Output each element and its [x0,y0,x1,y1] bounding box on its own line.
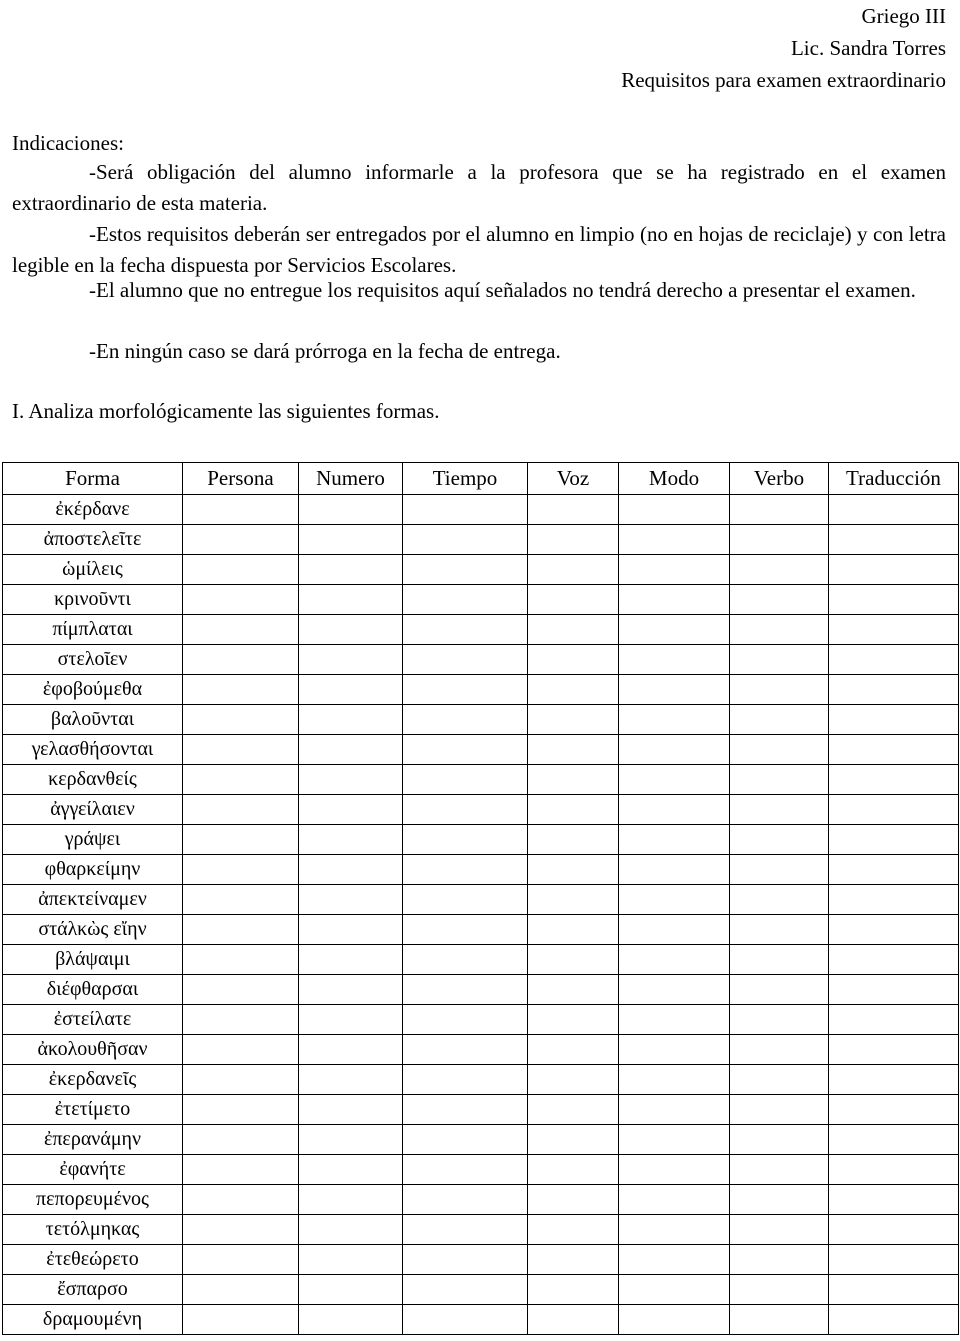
answer-cell[interactable] [403,1155,528,1185]
answer-cell[interactable] [730,1005,829,1035]
answer-cell[interactable] [829,1155,959,1185]
answer-cell[interactable] [528,1065,619,1095]
answer-cell[interactable] [183,855,299,885]
answer-cell[interactable] [403,1305,528,1335]
answer-cell[interactable] [829,675,959,705]
answer-cell[interactable] [619,1185,730,1215]
answer-cell[interactable] [403,1125,528,1155]
answer-cell[interactable] [528,1125,619,1155]
table-row [3,885,959,915]
answer-cell[interactable] [528,795,619,825]
answer-cell[interactable] [299,975,403,1005]
answer-cell[interactable] [619,855,730,885]
answer-cell[interactable] [619,825,730,855]
answer-cell[interactable] [528,615,619,645]
answer-cell[interactable] [528,1215,619,1245]
answer-cell[interactable] [730,615,829,645]
greek-form-cell: στελοῖεν [3,645,183,675]
answer-cell[interactable] [730,915,829,945]
answer-cell[interactable] [829,795,959,825]
course-name: Griego III [861,4,946,28]
greek-form-cell: ἐκέρδανε [3,495,183,525]
teacher-name: Lic. Sandra Torres [790,36,946,60]
table-row [3,1185,959,1215]
table-row [3,765,959,795]
greek-form-cell: κερδανθείς [3,765,183,795]
answer-cell[interactable] [619,915,730,945]
answer-cell[interactable] [829,825,959,855]
morphology-table [2,462,959,1335]
answer-cell[interactable] [403,765,528,795]
answer-cell[interactable] [730,1245,829,1275]
greek-form-cell: ἔσπαρσο [3,1275,183,1305]
answer-cell[interactable] [299,705,403,735]
answer-cell[interactable] [528,705,619,735]
answer-cell[interactable] [403,1005,528,1035]
answer-cell[interactable] [299,1305,403,1335]
answer-cell[interactable] [183,825,299,855]
answer-cell[interactable] [299,825,403,855]
answer-cell[interactable] [183,1245,299,1275]
answer-cell[interactable] [403,735,528,765]
answer-cell[interactable] [528,945,619,975]
answer-cell[interactable] [299,765,403,795]
answer-cell[interactable] [528,585,619,615]
answer-cell[interactable] [829,1035,959,1065]
greek-form-cell: ἀπεκτείναμεν [3,885,183,915]
answer-cell[interactable] [829,1275,959,1305]
answer-cell[interactable] [619,735,730,765]
answer-cell[interactable] [829,1005,959,1035]
answer-cell[interactable] [528,855,619,885]
answer-cell[interactable] [619,1095,730,1125]
answer-cell[interactable] [730,735,829,765]
table-row [3,945,959,975]
answer-cell[interactable] [730,1155,829,1185]
answer-cell[interactable] [528,915,619,945]
greek-form-cell: ἐτετίμετο [3,1095,183,1125]
table-row [3,1215,959,1245]
answer-cell[interactable] [730,495,829,525]
answer-cell[interactable] [619,765,730,795]
answer-cell[interactable] [403,825,528,855]
answer-cell[interactable] [183,675,299,705]
answer-cell[interactable] [183,945,299,975]
answer-cell[interactable] [403,555,528,585]
answer-cell[interactable] [299,1095,403,1125]
answer-cell[interactable] [619,615,730,645]
answer-cell[interactable] [299,555,403,585]
answer-cell[interactable] [403,1065,528,1095]
table-row [3,1275,959,1305]
answer-cell[interactable] [183,1095,299,1125]
answer-cell[interactable] [183,615,299,645]
answer-cell[interactable] [730,1125,829,1155]
answer-cell[interactable] [730,1215,829,1245]
greek-form-cell: διέφθαρσαι [3,975,183,1005]
answer-cell[interactable] [528,1005,619,1035]
answer-cell[interactable] [183,915,299,945]
table-row [3,1305,959,1335]
column-header: Tiempo [403,463,528,495]
answer-cell[interactable] [183,1305,299,1335]
answer-cell[interactable] [528,1035,619,1065]
answer-cell[interactable] [829,525,959,555]
answer-cell[interactable] [528,645,619,675]
answer-cell[interactable] [619,525,730,555]
greek-form-cell: ἐπερανάμην [3,1125,183,1155]
column-header: Numero [299,463,403,495]
table-row [3,525,959,555]
answer-cell[interactable] [299,585,403,615]
table-header-row [3,463,959,495]
answer-cell[interactable] [403,675,528,705]
answer-cell[interactable] [528,825,619,855]
document-subject: Requisitos para examen extraordinario [621,68,946,92]
answer-cell[interactable] [829,555,959,585]
answer-cell[interactable] [619,1005,730,1035]
indication-item: -El alumno que no entregue los requisitos aquí señalados no tendrá derecho a presentar el examen. [89,278,916,302]
greek-form-cell: ἐφανήτε [3,1155,183,1185]
answer-cell[interactable] [183,1005,299,1035]
answer-cell[interactable] [730,1035,829,1065]
answer-cell[interactable] [619,705,730,735]
indications-label: Indicaciones: [12,131,124,155]
greek-form-cell: βαλοῦνται [3,705,183,735]
answer-cell[interactable] [403,585,528,615]
answer-cell[interactable] [183,1065,299,1095]
answer-cell[interactable] [299,645,403,675]
answer-cell[interactable] [730,975,829,1005]
greek-form-cell: ἐτεθεώρετο [3,1245,183,1275]
answer-cell[interactable] [403,615,528,645]
table-row [3,585,959,615]
answer-cell[interactable] [299,1155,403,1185]
answer-cell[interactable] [403,885,528,915]
table-row [3,1155,959,1185]
answer-cell[interactable] [183,795,299,825]
answer-cell[interactable] [730,855,829,885]
column-header: Verbo [730,463,829,495]
column-header: Voz [528,463,619,495]
greek-form-cell: βλάψαιμι [3,945,183,975]
answer-cell[interactable] [299,885,403,915]
answer-cell[interactable] [528,555,619,585]
answer-cell[interactable] [183,585,299,615]
answer-cell[interactable] [299,1245,403,1275]
answer-cell[interactable] [829,1125,959,1155]
greek-form-cell: γελασθήσονται [3,735,183,765]
document-header [621,0,946,96]
answer-cell[interactable] [619,585,730,615]
column-header: Forma [3,463,183,495]
answer-cell[interactable] [619,1155,730,1185]
column-header: Traducción [829,463,959,495]
table-row [3,825,959,855]
answer-cell[interactable] [528,1305,619,1335]
greek-form-cell: δραμουμένη [3,1305,183,1335]
answer-cell[interactable] [730,675,829,705]
answer-cell[interactable] [619,1275,730,1305]
table-row [3,555,959,585]
column-header: Modo [619,463,730,495]
table-row [3,1065,959,1095]
answer-cell[interactable] [183,765,299,795]
answer-cell[interactable] [403,1215,528,1245]
answer-cell[interactable] [829,1215,959,1245]
answer-cell[interactable] [528,525,619,555]
answer-cell[interactable] [299,1185,403,1215]
answer-cell[interactable] [403,525,528,555]
answer-cell[interactable] [403,1095,528,1125]
answer-cell[interactable] [730,1275,829,1305]
answer-cell[interactable] [829,1065,959,1095]
answer-cell[interactable] [730,705,829,735]
answer-cell[interactable] [730,1065,829,1095]
answer-cell[interactable] [829,855,959,885]
answer-cell[interactable] [619,885,730,915]
greek-form-cell: ἀποστελεῖτε [3,525,183,555]
table-row [3,1005,959,1035]
answer-cell[interactable] [403,795,528,825]
answer-cell[interactable] [403,855,528,885]
answer-cell[interactable] [829,915,959,945]
answer-cell[interactable] [730,765,829,795]
table-row [3,1095,959,1125]
answer-cell[interactable] [183,1125,299,1155]
answer-cell[interactable] [730,645,829,675]
greek-form-cell: γράψει [3,825,183,855]
answer-cell[interactable] [299,1005,403,1035]
answer-cell[interactable] [183,885,299,915]
answer-cell[interactable] [730,1185,829,1215]
answer-cell[interactable] [829,1095,959,1125]
answer-cell[interactable] [619,1215,730,1245]
table-row [3,855,959,885]
answer-cell[interactable] [730,525,829,555]
answer-cell[interactable] [619,795,730,825]
answer-cell[interactable] [730,825,829,855]
answer-cell[interactable] [528,735,619,765]
answer-cell[interactable] [829,885,959,915]
answer-cell[interactable] [183,555,299,585]
answer-cell[interactable] [183,1275,299,1305]
answer-cell[interactable] [403,1185,528,1215]
table-row [3,645,959,675]
table-row [3,675,959,705]
answer-cell[interactable] [403,645,528,675]
answer-cell[interactable] [528,975,619,1005]
answer-cell[interactable] [183,975,299,1005]
greek-form-cell: ὡμίλεις [3,555,183,585]
indication-item: -Será obligación del alumno informarle a la profesora que se ha registrado en el examen extraordinario de esta materia. [12,160,946,215]
greek-form-cell: ἐφοβούμεθα [3,675,183,705]
answer-cell[interactable] [403,945,528,975]
answer-cell[interactable] [528,1185,619,1215]
answer-cell[interactable] [528,675,619,705]
table-row [3,1245,959,1275]
answer-cell[interactable] [299,525,403,555]
greek-form-cell: τετόλμηκας [3,1215,183,1245]
answer-cell[interactable] [299,855,403,885]
answer-cell[interactable] [829,1305,959,1335]
answer-cell[interactable] [183,1035,299,1065]
answer-cell[interactable] [730,945,829,975]
answer-cell[interactable] [183,1215,299,1245]
answer-cell[interactable] [829,615,959,645]
answer-cell[interactable] [299,615,403,645]
answer-cell[interactable] [403,915,528,945]
answer-cell[interactable] [829,495,959,525]
answer-cell[interactable] [403,975,528,1005]
answer-cell[interactable] [528,1275,619,1305]
answer-cell[interactable] [528,765,619,795]
table-row [3,735,959,765]
greek-form-cell: πίμπλαται [3,615,183,645]
answer-cell[interactable] [299,1275,403,1305]
greek-form-cell: φθαρκείμην [3,855,183,885]
answer-cell[interactable] [299,1035,403,1065]
answer-cell[interactable] [829,1185,959,1215]
answer-cell[interactable] [403,1275,528,1305]
answer-cell[interactable] [619,675,730,705]
greek-form-cell: ἐστείλατε [3,1005,183,1035]
answer-cell[interactable] [829,705,959,735]
greek-form-cell: ἐκερδανεῖς [3,1065,183,1095]
answer-cell[interactable] [619,1305,730,1335]
answer-cell[interactable] [183,525,299,555]
answer-cell[interactable] [183,1155,299,1185]
answer-cell[interactable] [619,1125,730,1155]
table-row [3,795,959,825]
answer-cell[interactable] [528,1095,619,1125]
answer-cell[interactable] [403,705,528,735]
section-title: I. Analiza morfológicamente las siguientes formas. [12,399,440,423]
answer-cell[interactable] [829,945,959,975]
greek-form-cell: πεπορευμένος [3,1185,183,1215]
table-row [3,1035,959,1065]
column-header: Persona [183,463,299,495]
answer-cell[interactable] [299,495,403,525]
answer-cell[interactable] [619,975,730,1005]
answer-cell[interactable] [528,885,619,915]
answer-cell[interactable] [528,495,619,525]
table-row [3,915,959,945]
answer-cell[interactable] [730,1095,829,1125]
answer-cell[interactable] [829,645,959,675]
answer-cell[interactable] [183,495,299,525]
greek-form-cell: κρινοῦντι [3,585,183,615]
answer-cell[interactable] [730,885,829,915]
answer-cell[interactable] [619,645,730,675]
answer-cell[interactable] [619,945,730,975]
answer-cell[interactable] [528,1155,619,1185]
table-row [3,975,959,1005]
answer-cell[interactable] [829,975,959,1005]
answer-cell[interactable] [829,585,959,615]
answer-cell[interactable] [619,555,730,585]
answer-cell[interactable] [730,795,829,825]
answer-cell[interactable] [403,1035,528,1065]
answer-cell[interactable] [619,1035,730,1065]
table-body [3,495,959,1335]
greek-form-cell: ἀγγείλαιεν [3,795,183,825]
answer-cell[interactable] [299,1065,403,1095]
answer-cell[interactable] [299,1215,403,1245]
answer-cell[interactable] [299,1125,403,1155]
answer-cell[interactable] [403,495,528,525]
answer-cell[interactable] [183,735,299,765]
answer-cell[interactable] [730,1305,829,1335]
indication-item: -En ningún caso se dará prórroga en la fecha de entrega. [89,339,561,363]
answer-cell[interactable] [299,795,403,825]
greek-form-cell: ἀκολουθῆσαν [3,1035,183,1065]
answer-cell[interactable] [299,945,403,975]
answer-cell[interactable] [183,645,299,675]
greek-form-cell: στάλκὼς εἴην [3,915,183,945]
answer-cell[interactable] [619,1245,730,1275]
answer-cell[interactable] [829,1245,959,1275]
answer-cell[interactable] [183,705,299,735]
table-row [3,615,959,645]
answer-cell[interactable] [299,915,403,945]
answer-cell[interactable] [730,555,829,585]
indication-item: -Estos requisitos deberán ser entregados por el alumno en limpio (no en hojas de reciclaje) y con letra legible en la fecha dispuesta por Servicios Escolares. [12,222,946,277]
table-row [3,705,959,735]
answer-cell[interactable] [299,675,403,705]
answer-cell[interactable] [730,585,829,615]
answer-cell[interactable] [528,1245,619,1275]
table-row [3,495,959,525]
answer-cell[interactable] [183,1185,299,1215]
answer-cell[interactable] [619,1065,730,1095]
table-row [3,1125,959,1155]
answer-cell[interactable] [403,1245,528,1275]
answer-cell[interactable] [829,765,959,795]
answer-cell[interactable] [829,735,959,765]
answer-cell[interactable] [619,495,730,525]
answer-cell[interactable] [299,735,403,765]
